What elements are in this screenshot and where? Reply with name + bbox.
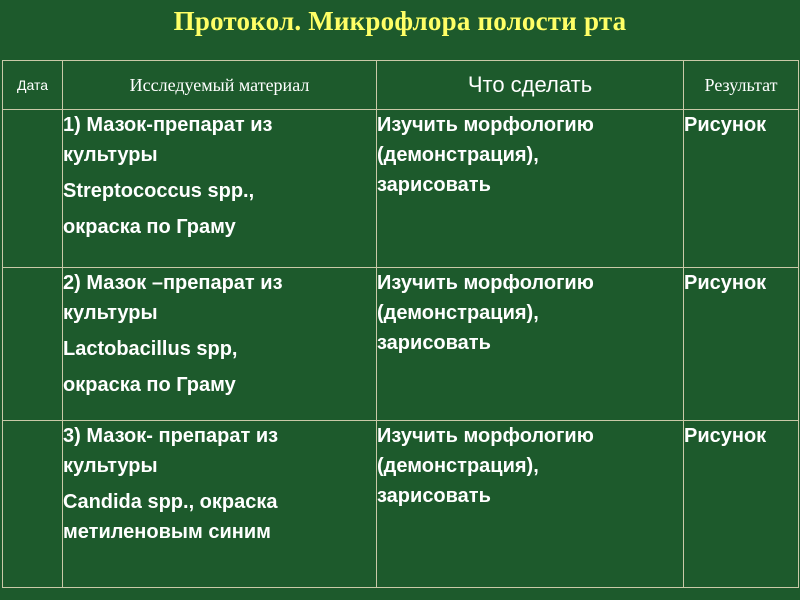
material-line: 1) Мазок-препарат из <box>63 114 273 136</box>
result-cell: Рисунок <box>684 268 799 421</box>
table-row <box>3 110 799 268</box>
protocol-table <box>2 60 799 588</box>
header-date: Дата <box>3 61 63 110</box>
material-line: культуры <box>63 302 158 324</box>
date-cell[interactable] <box>3 268 63 421</box>
material-line: метиленовым синим <box>63 521 271 543</box>
action-line: зарисовать <box>377 485 491 507</box>
action-cell <box>377 268 684 421</box>
header-result: Результат <box>684 61 799 110</box>
action-line: зарисовать <box>377 332 491 354</box>
material-line: Candida spp., окраска <box>63 491 278 513</box>
action-line: зарисовать <box>377 174 491 196</box>
material-cell <box>63 268 377 421</box>
date-cell[interactable] <box>3 110 63 268</box>
header-material: Исследуемый материал <box>63 61 377 110</box>
table-row <box>3 421 799 588</box>
material-cell <box>63 110 377 268</box>
material-line: окраска по Граму <box>63 374 236 396</box>
header-action: Что сделать <box>377 61 684 110</box>
page-title: Протокол. Микрофлора полости рта <box>173 6 627 36</box>
header-row <box>3 61 799 110</box>
action-line: (демонстрация), <box>377 144 539 166</box>
material-line: культуры <box>63 455 158 477</box>
material-line: 3) Мазок- препарат из <box>63 425 279 447</box>
material-line: 2) Мазок –препарат из <box>63 272 283 294</box>
result-cell: Рисунок <box>684 421 799 588</box>
action-cell <box>377 110 684 268</box>
result-cell: Рисунок <box>684 110 799 268</box>
action-cell <box>377 421 684 588</box>
action-line: (демонстрация), <box>377 302 539 324</box>
material-line: культуры <box>63 144 158 166</box>
action-line: Изучить морфологию <box>377 114 594 136</box>
material-line: окраска по Граму <box>63 216 236 238</box>
action-line: Изучить морфологию <box>377 272 594 294</box>
table-row <box>3 268 799 421</box>
action-line: (демонстрация), <box>377 455 539 477</box>
material-line: Streptococcus spp., <box>63 180 255 202</box>
date-cell[interactable] <box>3 421 63 588</box>
material-cell <box>63 421 377 588</box>
action-line: Изучить морфологию <box>377 425 594 447</box>
material-line: Lactobacillus spp, <box>63 338 238 360</box>
